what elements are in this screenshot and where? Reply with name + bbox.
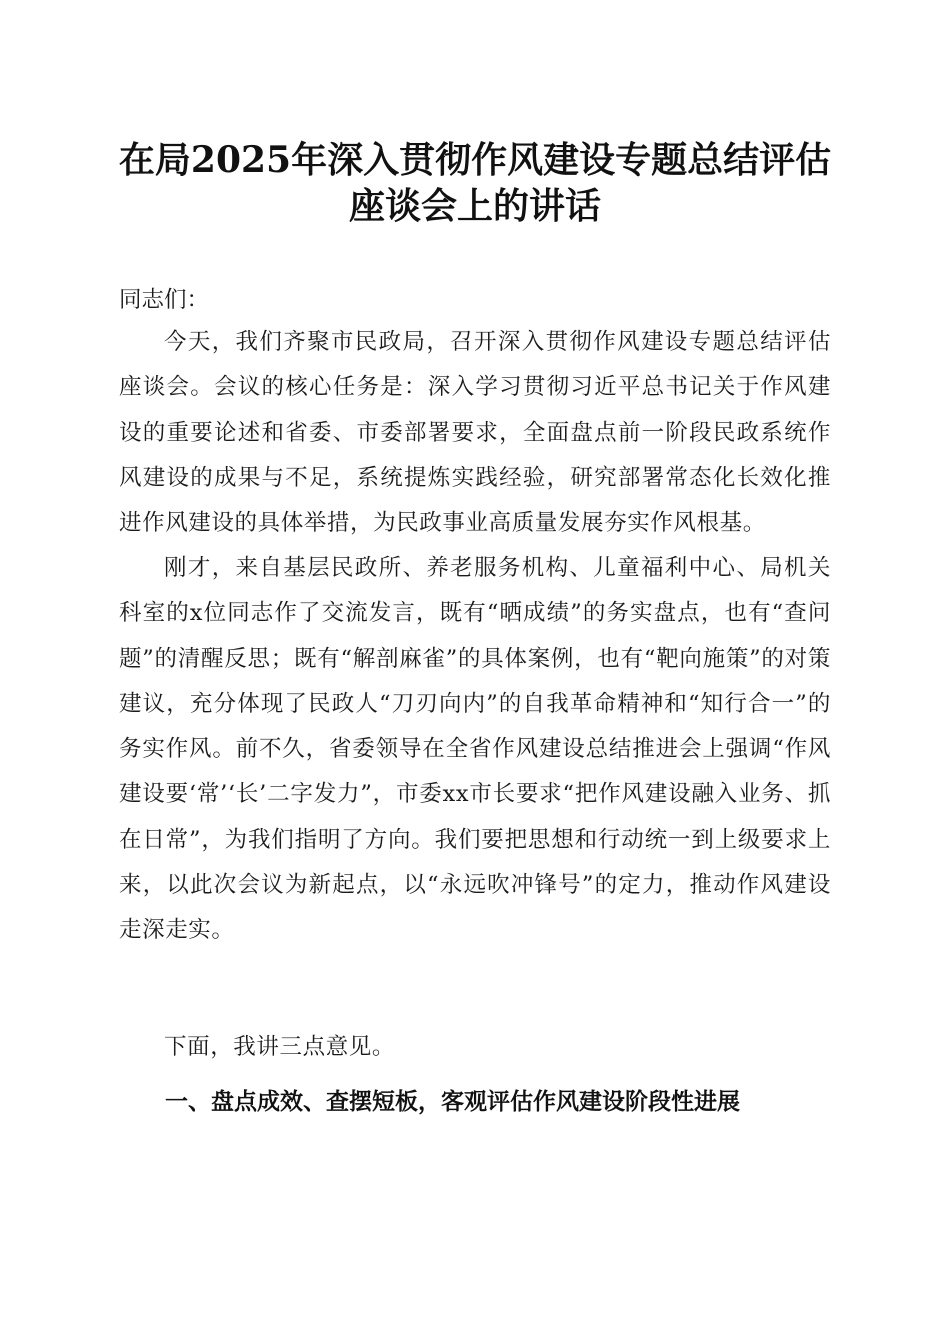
paragraph-text: 刚才，来自基层民政所、养老服务机构、儿童福利中心、局机关科室的x位同志作了交流发言，既有“晒成绩”的务实盘点，也有“查问题”的清醒反思；既有“解剖麻雀”的具体案例，也有“靶向施策”的对策建议，充分体现了民政人“刀刃向内”的自我革命精神和“知行合一”的务实作风。前不久，省委领导在全省作风建设总结推进会上强调“作风建设要‘常’‘长’二字发力”，市委xx市长要求“把作风建设融入业务、抓在日常”，为我们指明了方向。我们要把思想和行动统一到上级要求上来，以此次会议为新起点，以“永远吹冲锋号”的定力，推动作风建设走深走实。 [119, 555, 831, 944]
section-heading-1: 一、盘点成效、查摆短板，客观评估作风建设阶段性进展 [165, 1089, 740, 1115]
paragraph-text: 下面，我讲三点意见。 [164, 1034, 396, 1060]
paragraph-exchange-summary [119, 546, 831, 954]
document-title-line-2: 座谈会上的讲话 [348, 185, 601, 227]
paragraph-text: 今天，我们齐聚市民政局，召开深入贯彻作风建设专题总结评估座谈会。会议的核心任务是：深入学习贯彻习近平总书记关于作风建设的重要论述和省委、市委部署要求，全面盘点前一阶段民政系统作风建设的成果与不足，系统提炼实践经验，研究部署常态化长效化推进作风建设的具体举措，为民政事业高质量发展夯实作风根基。 [119, 329, 831, 537]
paragraph-transition [119, 1025, 831, 1070]
document-title-line-1: 在局2025年深入贯彻作风建设专题总结评估 [118, 139, 832, 181]
paragraph-opening [119, 320, 831, 546]
salutation: 同志们： [119, 287, 210, 313]
